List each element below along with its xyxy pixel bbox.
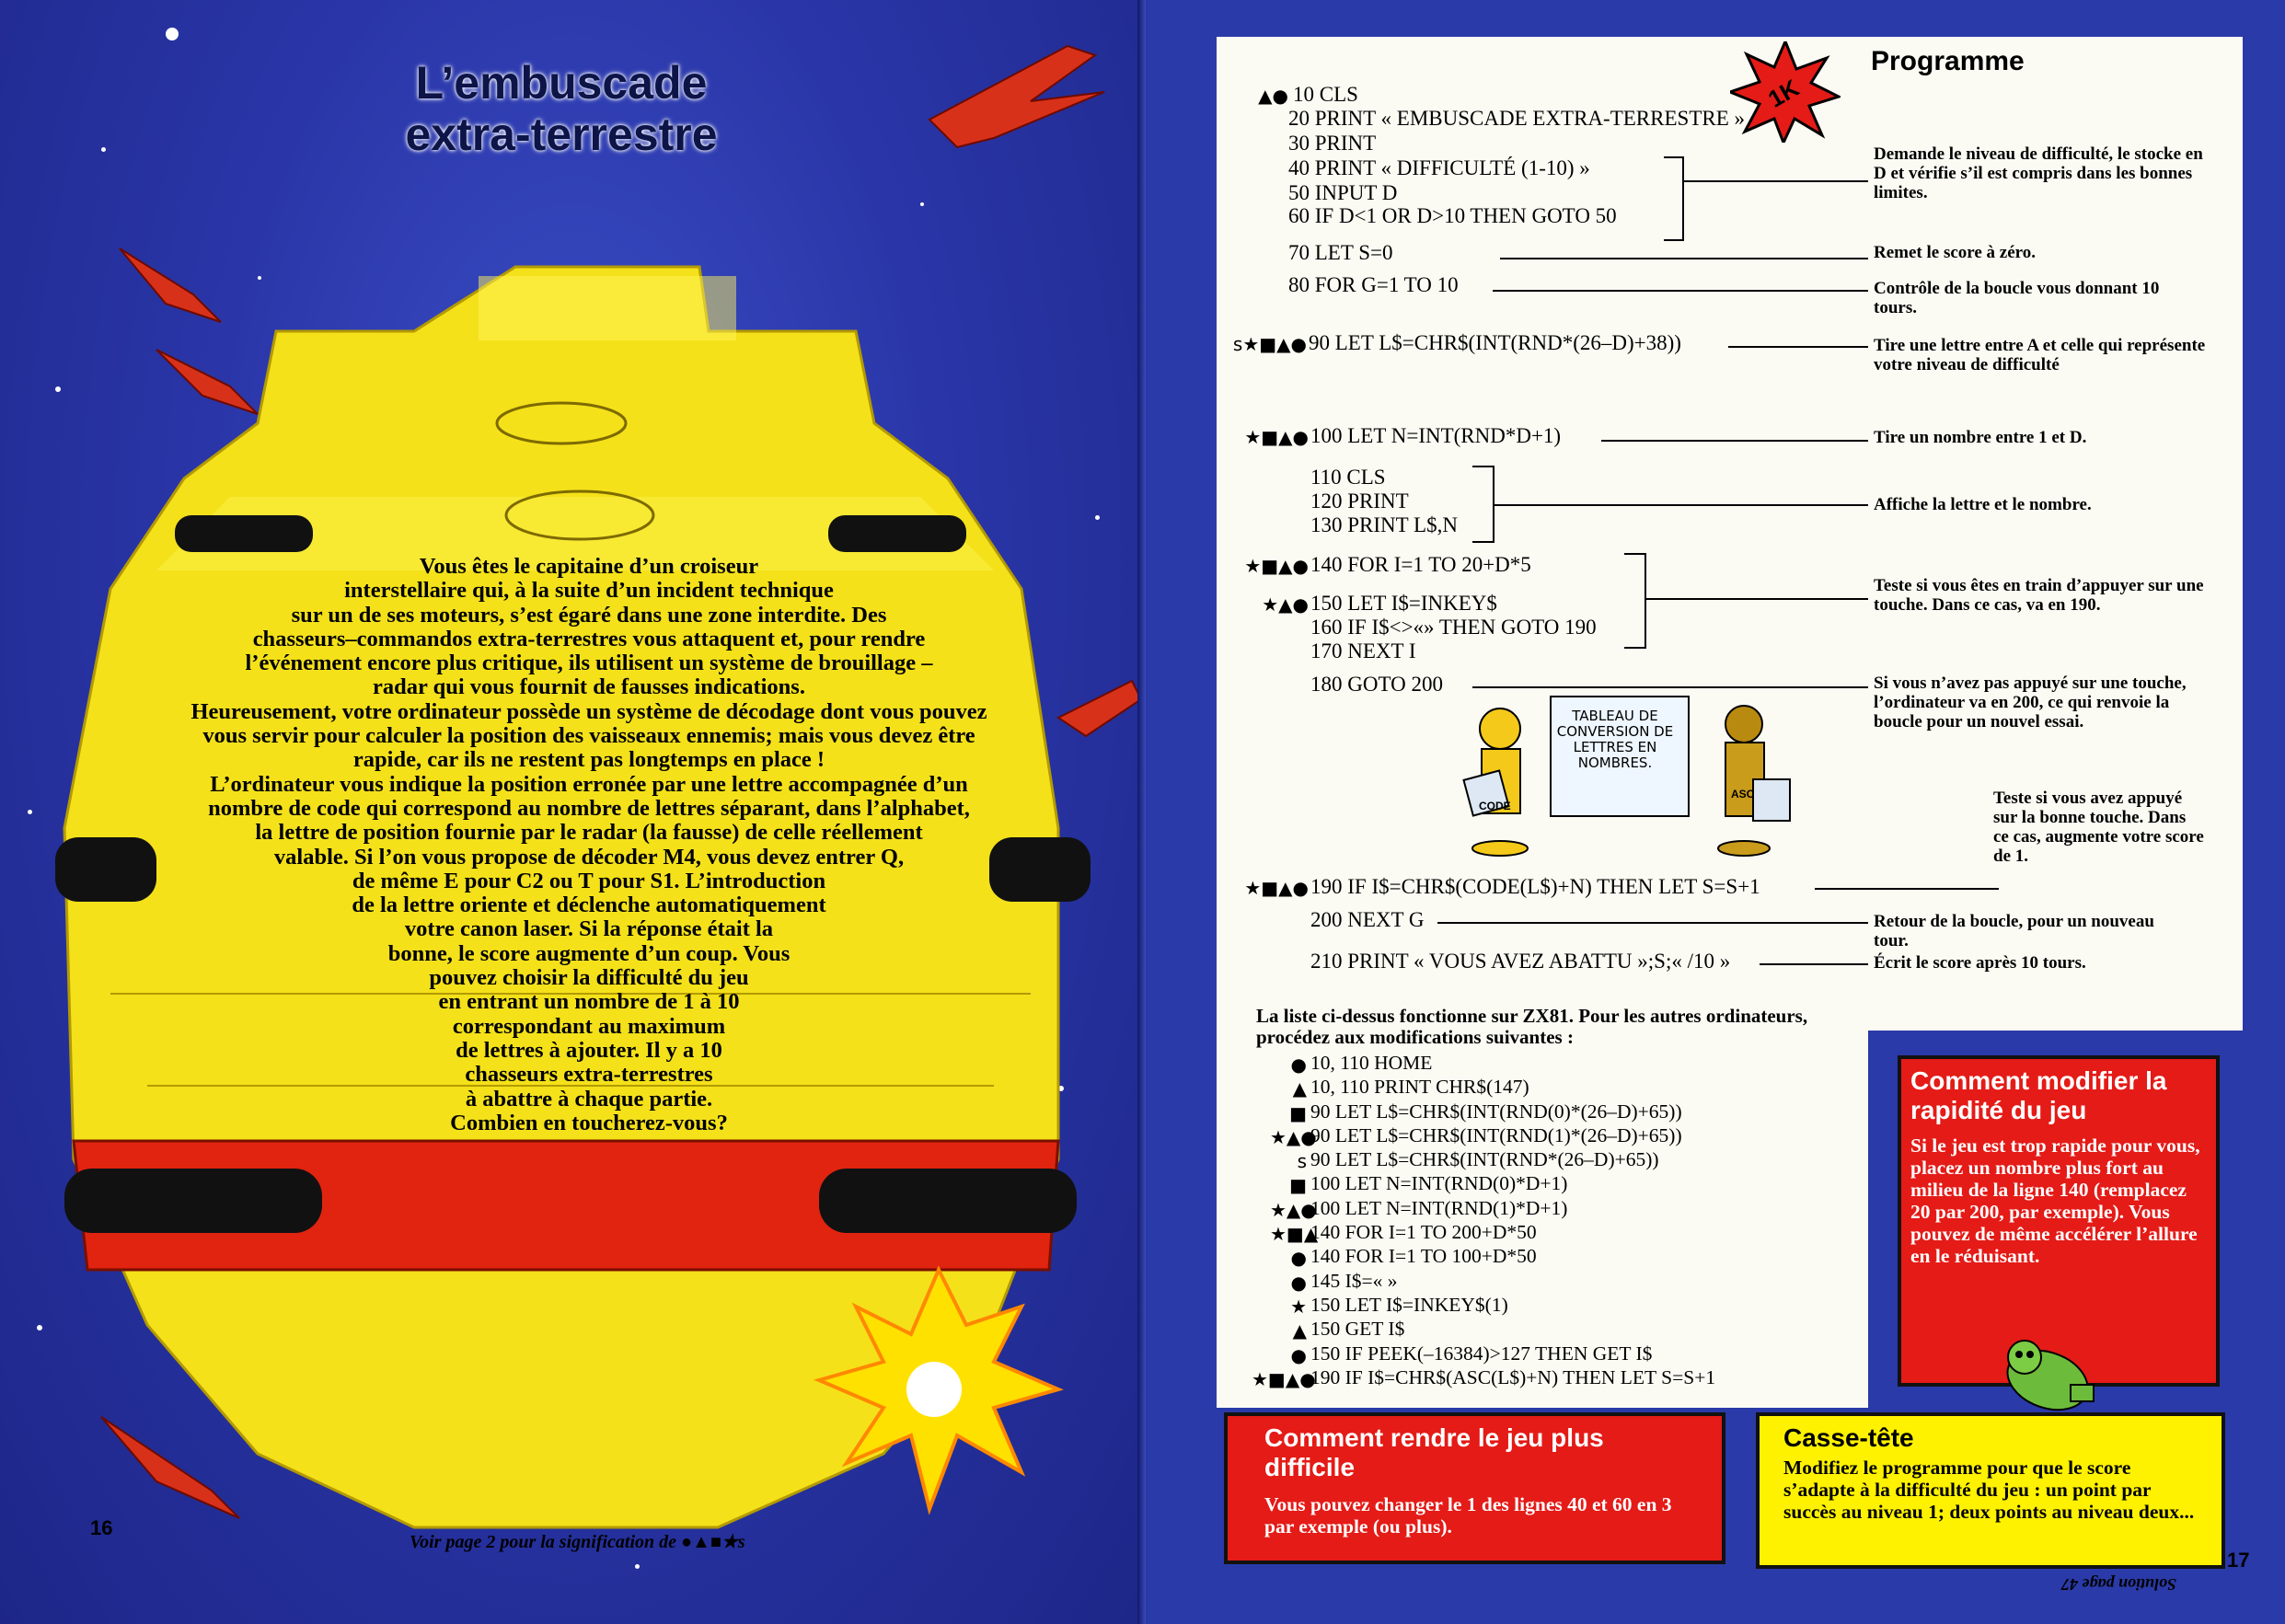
speed-tip-heading: Comment modifier la rapidité du jeu: [1910, 1066, 2167, 1124]
mod-line: 90 LET L$=CHR$(INT(RND*(26–D)+65)): [1310, 1148, 1659, 1171]
code-line: 120 PRINT: [1310, 490, 1409, 513]
mod-line: 90 LET L$=CHR$(INT(RND(1)*(26–D)+65)): [1310, 1123, 1682, 1146]
code-line: 210 PRINT « VOUS AVEZ ABATTU »;S;« /10 »: [1310, 950, 1731, 973]
mod-marks: ●: [1290, 1054, 1307, 1076]
note-key-test: Teste si vous êtes en train d’appuyer sur une touche. Dans ce cas, va en 190.: [1874, 576, 2204, 615]
mod-line: 145 I$=« »: [1310, 1269, 1398, 1292]
code-line-marks: s★■▲●: [1232, 333, 1307, 355]
code-line: 30 PRINT: [1288, 132, 1377, 155]
mod-marks: ★▲●: [1270, 1125, 1317, 1148]
mod-marks: ▲: [1292, 1319, 1307, 1342]
note-no-key: Si vous n’avez pas appuyé sur une touche, l’ordinateur va en 200, ce qui renvoie la boucle pour un nouvel essai.: [1874, 674, 2187, 731]
code-line-marks: ★■▲●: [1244, 555, 1309, 577]
page-number-right: 17: [2227, 1549, 2250, 1572]
code-line-marks: ★▲●: [1262, 593, 1309, 616]
code-line: 140 FOR I=1 TO 20+D*5: [1310, 553, 1531, 576]
conversion-table-sign: TABLEAU DE CONVERSION DE LETTRES EN NOMBRES.: [1556, 708, 1674, 771]
mod-marks: s: [1297, 1150, 1307, 1173]
note-input-difficulty: Demande le niveau de difficulté, le stocke en D et vérifie s’il est compris dans les bonnes limites.: [1874, 144, 2203, 202]
intro-text: Vous êtes le capitaine d’un croiseur interstellaire qui, à la suite d’un incident technique sur un de ses moteurs, s’est égaré dans une zone interdite. Des chasseurs–commandos extra-terrestres vous attaquent et, pour rendre l’événement encore plus critique, ils utilisent un système de brouillage – radar qui vous fournit de fausses indications. Heureusement, votre ordinateur possède un système de décodage dont vous pouvez vous servir pour calculer la position des vaisseaux ennemis; mais vous devez être rapide, car ils ne restent pas longtemps en place ! L’ordinateur vous indique la position erronée par une lettre accompagnée d’un nombre de code qui correspond au nombre de lettres séparant, dans l’alphabet, la lettre de position fournie par le radar (la fausse) de celle réellement valable. Si l’on vous propose de décoder M4, vous devez entrer Q, de même E pour C2 ou T pour S1. L’introduction de la lettre oriente et déclenche automatiquement votre canon laser. Si la réponse était la bonne, le score augmente d’un coup. Vous pouvez choisir la difficulté du jeu en entrant un nombre de 1 à 10 correspondant au maximum de lettres à ajouter. Il y a 10 chasseurs extra-terrestres à abattre à chaque partie. Combien en toucherez-vous?: [190, 554, 987, 1135]
program-title: Programme: [1871, 46, 2025, 76]
note-next-turn: Retour de la boucle, pour un nouveau tour.: [1874, 912, 2154, 950]
difficulty-tip-text: Vous pouvez changer le 1 des lignes 40 et 60 en 3 par exemple (ou plus).: [1264, 1493, 1672, 1538]
mod-line: 150 IF PEEK(–16384)>127 THEN GET I$: [1310, 1342, 1653, 1365]
connector-line: [1646, 598, 1868, 600]
connector-line: [1472, 686, 1868, 688]
memory-badge-icon: [1730, 41, 1841, 143]
title-line-2: extra-terrestre: [405, 109, 718, 160]
modifications-intro: La liste ci-dessus fonctionne sur ZX81. Pour les autres ordinateurs, procédez aux modifications suivantes :: [1256, 1005, 1808, 1048]
mod-line: 190 IF I$=CHR$(ASC(L$)+N) THEN LET S=S+1: [1310, 1365, 1716, 1388]
code-line-marks: ▲●: [1258, 85, 1288, 107]
symbol-legend-reference: Voir page 2 pour la signification de ●▲■★s: [410, 1532, 745, 1552]
code-line: 170 NEXT I: [1310, 639, 1416, 662]
note-loop-control: Contrôle de la boucle vous donnant 10 tours.: [1874, 279, 2160, 317]
note-correct-key: Teste si vous avez appuyé sur la bonne touche. Dans ce cas, augmente votre score de 1.: [1993, 789, 2204, 866]
mod-marks: ▲: [1292, 1077, 1307, 1100]
connector-line: [1500, 258, 1868, 259]
bracket-lines-40-60: [1664, 156, 1684, 241]
code-line: 50 INPUT D: [1288, 181, 1398, 204]
connector-line: [1684, 180, 1868, 182]
note-random-letter: Tire une lettre entre A et celle qui représente votre niveau de difficulté: [1874, 336, 2206, 374]
mod-marks: ★■▲: [1270, 1223, 1319, 1246]
code-line: 190 IF I$=CHR$(CODE(L$)+N) THEN LET S=S+1: [1310, 875, 1760, 898]
mod-line: 100 LET N=INT(RND(0)*D+1): [1310, 1172, 1568, 1195]
code-line-marks: ★■▲●: [1244, 426, 1309, 448]
note-display: Affiche la lettre et le nombre.: [1874, 495, 2092, 514]
mod-marks: ★■▲●: [1252, 1367, 1316, 1390]
code-line: 160 IF I$<>«» THEN GOTO 190: [1310, 616, 1597, 639]
code-line: 180 GOTO 200: [1310, 673, 1443, 696]
mod-marks: ●: [1290, 1247, 1307, 1270]
mod-line: 10, 110 HOME: [1310, 1052, 1433, 1074]
puzzle-box: [1756, 1412, 2225, 1569]
connector-line: [1760, 963, 1868, 965]
code-line: 100 LET N=INT(RND*D+1): [1310, 424, 1562, 447]
connector-line: [1601, 440, 1868, 442]
code-line: 20 PRINT « EMBUSCADE EXTRA-TERRESTRE »: [1288, 107, 1746, 130]
mod-marks: ★▲●: [1270, 1198, 1317, 1221]
puzzle-text: Modifiez le programme pour que le score s’adapte à la difficulté du jeu : un point par succès au niveau 1; deux points au niveau deux...: [1783, 1457, 2195, 1523]
code-line: 10 CLS: [1293, 83, 1358, 106]
connector-line: [1437, 922, 1868, 924]
note-random-number: Tire un nombre entre 1 et D.: [1874, 428, 2087, 447]
mod-marks: ★: [1290, 1295, 1307, 1318]
mod-line: 10, 110 PRINT CHR$(147): [1310, 1076, 1529, 1099]
connector-line: [1815, 888, 1999, 890]
mod-line: 150 GET I$: [1310, 1318, 1405, 1341]
puzzle-heading: Casse-tête: [1783, 1423, 1914, 1452]
code-line: 80 FOR G=1 TO 10: [1288, 273, 1459, 296]
robot-mascot-icon: [1988, 1325, 2107, 1426]
mod-line: 90 LET L$=CHR$(INT(RND(0)*(26–D)+65)): [1310, 1100, 1682, 1123]
code-line: 130 PRINT L$,N: [1310, 513, 1458, 536]
note-final-score: Écrit le score après 10 tours.: [1874, 953, 2086, 973]
mod-line: 140 FOR I=1 TO 100+D*50: [1310, 1245, 1537, 1268]
robot-right-label: ASC: [1731, 788, 1755, 800]
bracket-lines-110-130: [1472, 466, 1494, 543]
connector-line: [1728, 346, 1868, 348]
mod-line: 100 LET N=INT(RND(1)*D+1): [1310, 1196, 1568, 1219]
code-line: 110 CLS: [1310, 466, 1386, 489]
page-number-left: 16: [90, 1516, 113, 1539]
mod-line: 140 FOR I=1 TO 200+D*50: [1310, 1221, 1537, 1244]
modifications-list: [1252, 1052, 1877, 1390]
difficulty-tip-box: [1224, 1412, 1725, 1564]
solution-reference: Solution page 47: [2061, 1575, 2177, 1594]
speed-tip-text: Si le jeu est trop rapide pour vous, placez un nombre plus fort au milieu de la ligne 140 (remplacez 20 par 200, par exemple). Vous pouvez de même accélérer l’allure en le réduisant.: [1910, 1134, 2200, 1267]
bracket-lines-140-170: [1624, 553, 1646, 649]
page-title: [350, 57, 773, 160]
code-line: 200 NEXT G: [1310, 908, 1425, 931]
memory-badge-label: 1K: [1763, 74, 1804, 113]
code-line: 40 PRINT « DIFFICULTÉ (1-10) »: [1288, 156, 1590, 179]
mod-marks: ●: [1290, 1271, 1307, 1294]
mod-marks: ●: [1290, 1343, 1307, 1366]
robot-left-label: CODE: [1479, 800, 1511, 812]
code-line: 90 LET L$=CHR$(INT(RND*(26–D)+38)): [1309, 331, 1681, 354]
code-line: 70 LET S=0: [1288, 241, 1393, 264]
mod-marks: ■: [1289, 1174, 1307, 1197]
code-line-marks: ★■▲●: [1244, 877, 1309, 899]
mod-line: 150 LET I$=INKEY$(1): [1310, 1293, 1508, 1316]
code-line: 150 LET I$=INKEY$: [1310, 592, 1497, 615]
connector-line: [1494, 504, 1868, 506]
mod-marks: ■: [1289, 1101, 1307, 1124]
title-line-1: L’embuscade: [415, 57, 708, 109]
connector-line: [1493, 290, 1868, 292]
note-reset-score: Remet le score à zéro.: [1874, 243, 2037, 262]
code-line: 60 IF D<1 OR D>10 THEN GOTO 50: [1288, 204, 1617, 227]
difficulty-tip-heading: Comment rendre le jeu plus difficile: [1264, 1423, 1604, 1481]
